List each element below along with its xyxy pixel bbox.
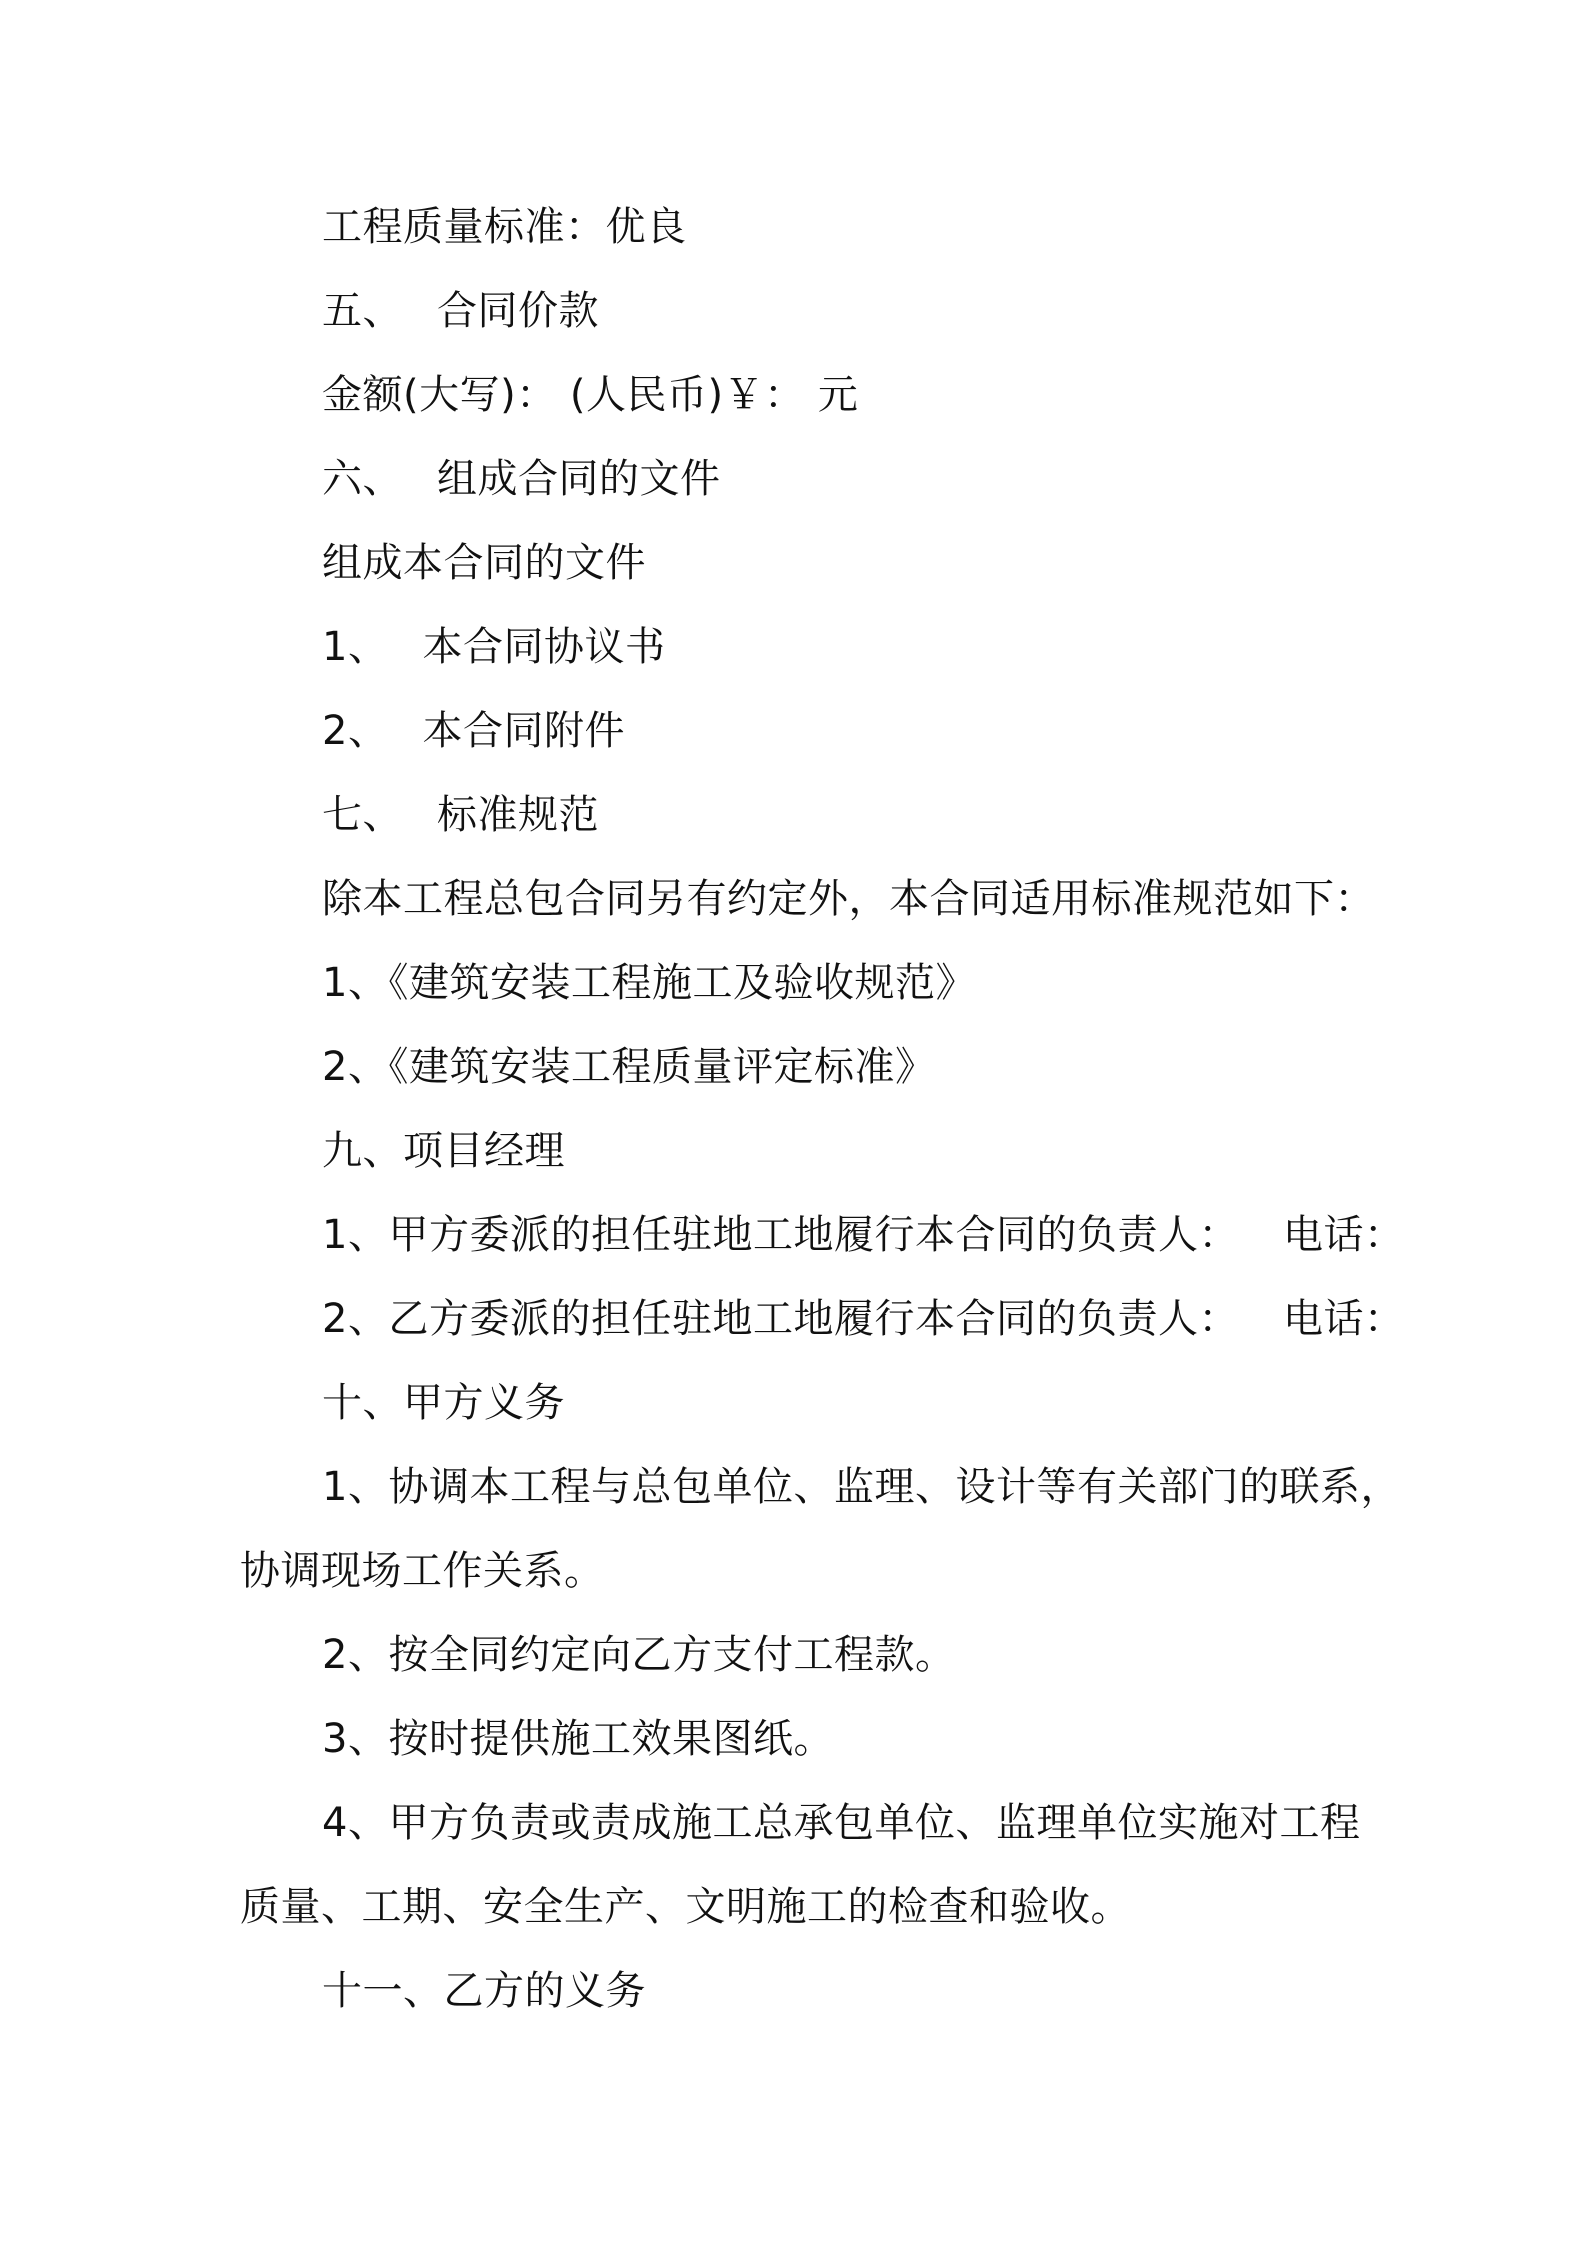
section-number: 七、 — [322, 792, 403, 838]
item-text: 本合同附件 — [422, 708, 625, 754]
manager-text: 1、甲方委派的担任驻地工地履行本合同的负责人： — [322, 1212, 1239, 1258]
section-nine-heading: 九、项目经理 — [322, 1128, 565, 1174]
standard-item: 1、《建筑安装工程施工及验收规范》 — [322, 960, 976, 1006]
section-eleven-heading: 十一、乙方的义务 — [322, 1968, 646, 2014]
phone-label: 电话： — [1282, 1296, 1405, 1342]
section-title: 标准规范 — [437, 792, 599, 838]
section-five-heading — [322, 287, 599, 335]
standard-item: 2、《建筑安装工程质量评定标准》 — [322, 1044, 936, 1090]
phone-label: 电话： — [1282, 1212, 1405, 1258]
section-title: 组成合同的文件 — [437, 456, 721, 502]
party-a-manager-line — [322, 1211, 1404, 1259]
section-title: 合同价款 — [437, 288, 599, 334]
obligation-continuation: 协调现场工作关系。 — [240, 1548, 605, 1594]
item-number: 1、 — [322, 624, 389, 670]
section-seven-heading — [322, 791, 599, 839]
item-text: 本合同协议书 — [422, 624, 666, 670]
contract-document-item — [322, 707, 625, 755]
contract-amount-line: 金额(大写)： (人民币)￥： 元 — [322, 372, 859, 418]
contract-documents-intro: 组成本合同的文件 — [322, 540, 646, 586]
obligation-item: 1、协调本工程与总包单位、监理、设计等有关部门的联系， — [322, 1464, 1401, 1510]
contract-document-item — [322, 623, 665, 671]
obligation-item: 4、甲方负责或责成施工总承包单位、监理单位实施对工程 — [322, 1800, 1361, 1846]
quality-standard-line: 工程质量标准：优良 — [322, 204, 687, 250]
obligation-item: 2、按全同约定向乙方支付工程款。 — [322, 1632, 956, 1678]
section-ten-heading: 十、甲方义务 — [322, 1380, 565, 1426]
obligation-continuation: 质量、工期、安全生产、文明施工的检查和验收。 — [240, 1884, 1131, 1930]
obligation-item: 3、按时提供施工效果图纸。 — [322, 1716, 834, 1762]
manager-text: 2、乙方委派的担任驻地工地履行本合同的负责人： — [322, 1296, 1239, 1342]
section-number: 六、 — [322, 456, 403, 502]
party-b-manager-line — [322, 1295, 1404, 1343]
section-six-heading — [322, 455, 721, 503]
standards-intro: 除本工程总包合同另有约定外，本合同适用标准规范如下： — [322, 876, 1375, 922]
item-number: 2、 — [322, 708, 389, 754]
section-number: 五、 — [322, 288, 403, 334]
